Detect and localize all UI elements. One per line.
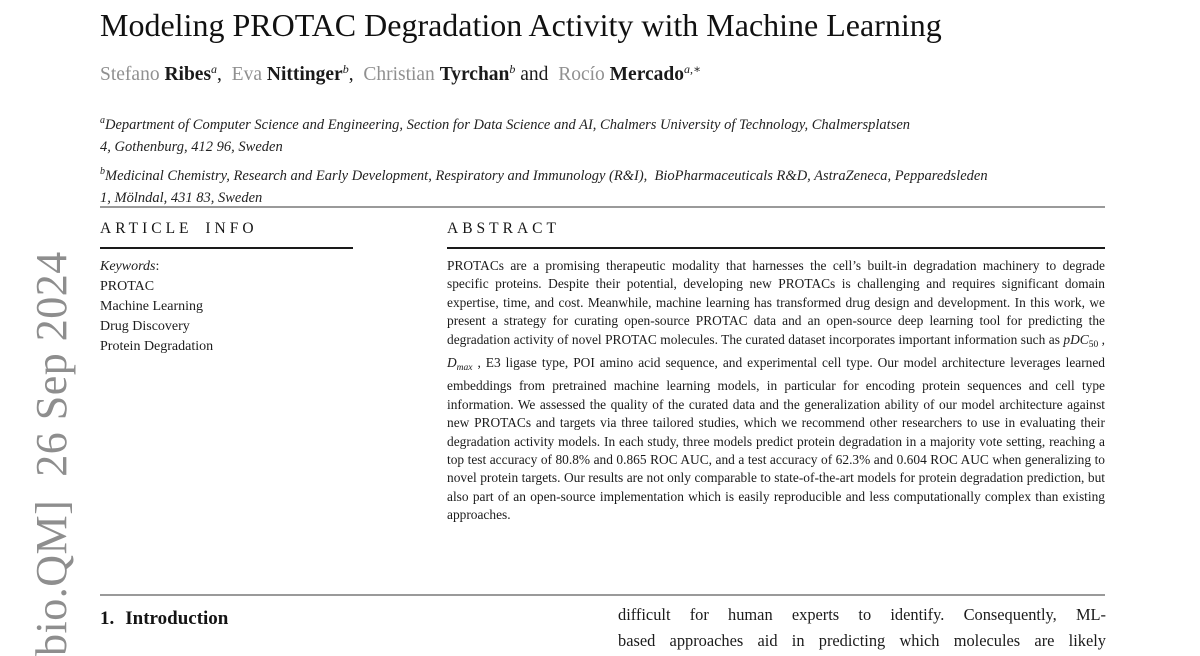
body-right-column [618, 602, 1106, 653]
body-text-line: based approaches aid in predicting which molecules are likely [618, 630, 1106, 650]
author-last-name: Nittinger [266, 64, 343, 85]
author-affiliation-mark: a [211, 62, 218, 76]
author-affiliation-mark: b [509, 62, 516, 76]
author-separator: and [515, 64, 559, 85]
author-separator: , [217, 64, 232, 85]
abstract-text [447, 257, 1105, 525]
author-last-name: Ribes [164, 64, 212, 85]
abstract-segment: PROTACs are a promising therapeutic modality that harnesses the cell’s built-in degradation machinery to degrade specific proteins. Despite their potential, developing new PROTACs is challenging and requires significant domain expertise, time, and cost. Meanwhile, machine learning has transformed drug design and development. In this work, we present a strategy for curating open-source PROTAC data and an open-source deep learning tool for predicting the degradation activity of novel PROTAC molecules. The curated dataset incorporates important information such as [447, 258, 1105, 347]
abstract-segment: 50 [1088, 339, 1099, 350]
bottom-divider-rule [100, 594, 1105, 596]
article-info-column [100, 220, 400, 357]
affiliation-mark: a [100, 115, 105, 126]
keywords-block [100, 257, 400, 357]
keyword-item: Machine Learning [100, 299, 204, 314]
author-list [100, 56, 1100, 88]
author-first-name: Christian [363, 64, 440, 85]
top-divider-rule [100, 206, 1105, 208]
affiliation-text: Medicinal Chemistry, Research and Early Development, Respiratory and Immunology (R&I), BioPharmaceuticals R&D, AstraZeneca, Pepparedsleden [105, 168, 988, 184]
affiliation-text: 4, Gothenburg, 412 96, Sweden [100, 138, 283, 155]
section-number: 1. [100, 608, 115, 629]
abstract-segment: pDC [1063, 331, 1089, 347]
author-first-name: Eva [231, 64, 267, 85]
article-info-header: ARTICLE INFO [100, 220, 258, 237]
abstract-segment: , E3 ligase type, POI amino acid sequence, and experimental cell type. Our model architecture leverages learned embeddings from pretrained machine learning models, in particular for encoding protein sequences and cell type information. We assessed the quality of the curated data and the generalization ability of our model architecture against new PROTACs and targets via three tailored studies, which we recommend other researchers to use in evaluating their degradation activity models. In each study, three models predict protein degradation in a majority vote setting, reaching a top test accuracy of 80.8% and 0.865 ROC AUC, and a test accuracy of 62.3% and 0.604 ROC AUC when generalizing to novel protein targets. Our results are not only comparable to state-of-the-art models for protein degradation prediction, but also part of an open-source implementation which is easily reproducible and less computationally complex than existing approaches. [447, 355, 1105, 523]
keywords-label: Keywords [100, 259, 156, 274]
keywords-list [100, 277, 400, 357]
affiliation [100, 110, 1110, 158]
author-first-name: Rocío [558, 64, 610, 85]
abstract-header: ABSTRACT [447, 220, 560, 237]
section-title: Introduction [125, 608, 229, 629]
abstract-segment: , [1098, 331, 1105, 347]
author-first-name: Stefano [100, 64, 165, 85]
affiliation-text: 1, Mölndal, 431 83, Sweden [100, 189, 263, 206]
keyword-item: Drug Discovery [100, 319, 190, 334]
author-last-name: Tyrchan [439, 64, 510, 85]
abstract-segment: max [456, 363, 473, 374]
abstract-segment: D [447, 355, 457, 371]
abstract-column [447, 220, 1105, 525]
affiliation-mark: b [100, 166, 105, 177]
author-affiliation-mark: b [342, 62, 349, 76]
arxiv-watermark: bio.QM] 26 Sep 2024 [27, 251, 76, 656]
author-separator: , [348, 64, 364, 85]
author-last-name: Mercado [609, 64, 685, 85]
abstract-rule [447, 247, 1105, 249]
keywords-colon: : [155, 259, 160, 274]
keywords-label-line [100, 257, 400, 277]
affiliation-line [100, 161, 1110, 188]
affiliation [100, 161, 1110, 209]
author-affiliation-mark: a,∗ [684, 62, 702, 76]
paper-title: Modeling PROTAC Degradation Activity with Machine Learning [100, 7, 942, 43]
affiliation-text: Department of Computer Science and Engineering, Section for Data Science and AI, Chalmers University of Technology, Chalmersplatsen [105, 117, 911, 133]
affiliation-line [100, 137, 1110, 159]
affiliations [100, 110, 1110, 212]
keyword-item: Protein Degradation [100, 339, 214, 354]
keyword-item: PROTAC [100, 279, 155, 294]
body-text-line: difficult for human experts to identify. Consequently, ML- [618, 605, 1106, 624]
article-info-rule [100, 247, 353, 249]
section-heading-introduction [100, 608, 228, 630]
affiliation-line [100, 110, 1110, 137]
